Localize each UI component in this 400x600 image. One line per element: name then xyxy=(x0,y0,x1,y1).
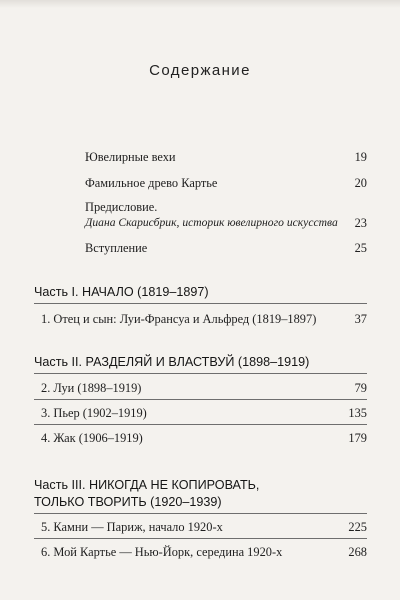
toc-entry-label: Фамильное древо Картье xyxy=(85,176,218,190)
toc-entry-subtitle: Диана Скарисбрик, историк ювелирного искусства xyxy=(85,216,338,229)
toc-chapter-label: 4. Жак (1906–1919) xyxy=(41,431,143,445)
divider xyxy=(34,513,367,514)
toc-chapter-page: 37 xyxy=(354,312,367,326)
toc-chapter-page: 179 xyxy=(348,431,367,445)
divider xyxy=(34,538,367,539)
toc-chapter-page: 268 xyxy=(348,545,367,559)
toc-chapter-page: 79 xyxy=(354,381,367,395)
toc-chapter-label: 3. Пьер (1902–1919) xyxy=(41,406,147,420)
toc-entry-label: Ювелирные вехи xyxy=(85,150,176,164)
toc-chapter-label: 1. Отец и сын: Луи-Франсуа и Альфред (1819–1897) xyxy=(41,312,317,326)
toc-entry-page: 20 xyxy=(354,176,367,190)
toc-chapter-page: 135 xyxy=(348,406,367,420)
page-top-edge xyxy=(0,0,400,8)
divider xyxy=(34,303,367,304)
toc-chapter-page: 225 xyxy=(348,520,367,534)
part-heading: Часть I. НАЧАЛО (1819–1897) xyxy=(34,285,209,299)
toc-entry-label: Предисловие. xyxy=(85,200,158,214)
part-heading-line1: Часть III. НИКОГДА НЕ КОПИРОВАТЬ, xyxy=(34,478,260,492)
toc-entry-page: 23 xyxy=(354,216,367,230)
toc-entry-page: 19 xyxy=(354,150,367,164)
divider xyxy=(34,373,367,374)
toc-chapter-label: 6. Мой Картье — Нью-Йорк, середина 1920-х xyxy=(41,545,283,559)
part-heading: Часть II. РАЗДЕЛЯЙ И ВЛАСТВУЙ (1898–1919) xyxy=(34,355,310,369)
divider xyxy=(34,399,367,400)
toc-entry-page: 25 xyxy=(354,241,367,255)
part-heading-line2: ТОЛЬКО ТВОРИТЬ (1920–1939) xyxy=(34,495,222,509)
divider xyxy=(34,424,367,425)
toc-entry-label: Вступление xyxy=(85,241,148,255)
toc-chapter-label: 5. Камни — Париж, начало 1920-х xyxy=(41,520,223,534)
page-title: Содержание xyxy=(149,62,251,79)
toc-chapter-label: 2. Луи (1898–1919) xyxy=(41,381,142,395)
